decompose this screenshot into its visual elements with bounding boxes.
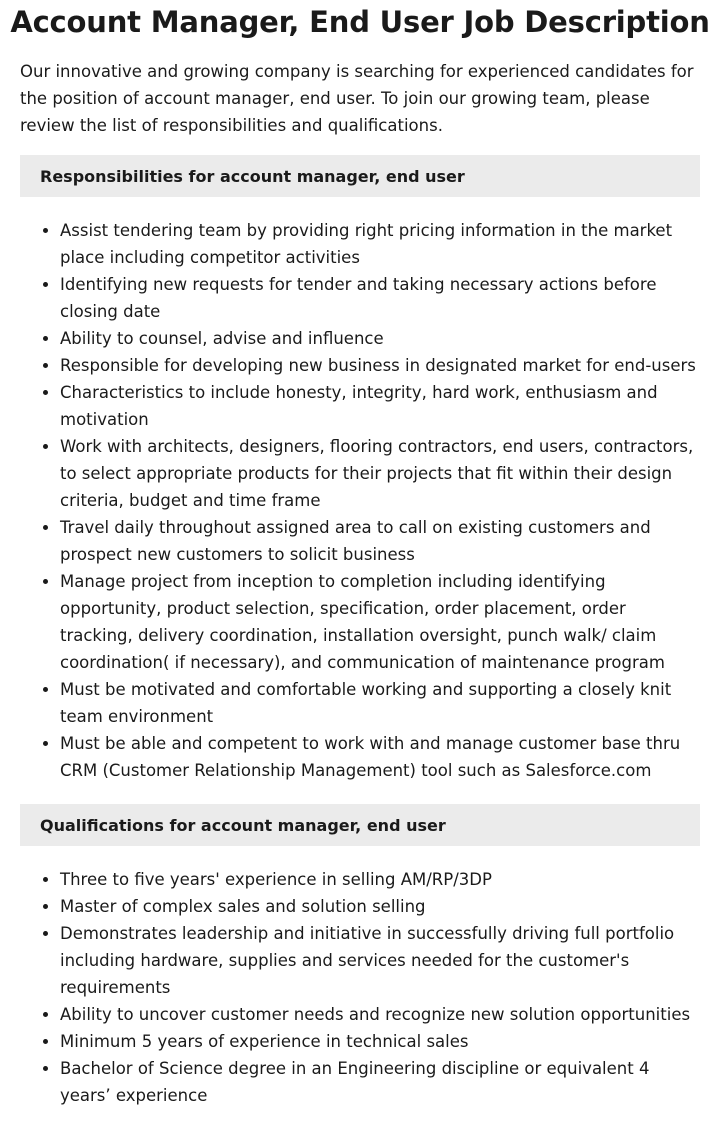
list-item: • Characteristics to include honesty, integrity, hard work, enthusiasm and motivation bbox=[60, 379, 700, 433]
list-item: • Travel daily throughout assigned area to call on existing customers and prospect new customers to solicit business bbox=[60, 514, 700, 568]
list-item: • Bachelor of Science degree in an Engineering discipline or equivalent 4 years’ experience bbox=[60, 1055, 700, 1109]
job-description-page bbox=[0, 2, 720, 1109]
responsibilities-heading: Responsibilities for account manager, end user bbox=[20, 155, 700, 197]
list-item: • Work with architects, designers, flooring contractors, end users, contractors, to select appropriate products for their projects that fit within their design criteria, budget and time frame bbox=[60, 433, 700, 514]
list-item: • Ability to counsel, advise and influence bbox=[60, 325, 700, 352]
list-item: • Ability to uncover customer needs and recognize new solution opportunities bbox=[60, 1001, 700, 1028]
responsibilities-list bbox=[20, 217, 700, 784]
list-item: • Assist tendering team by providing right pricing information in the market place including competitor activities bbox=[60, 217, 700, 271]
list-item: • Responsible for developing new business in designated market for end-users bbox=[60, 352, 700, 379]
list-item: • Demonstrates leadership and initiative in successfully driving full portfolio including hardware, supplies and services needed for the customer's requirements bbox=[60, 920, 700, 1001]
intro-paragraph: Our innovative and growing company is searching for experienced candidates for the position of account manager, end user. To join our growing team, please review the list of responsibilities and qualifications. bbox=[20, 62, 694, 135]
list-item: • Master of complex sales and solution selling bbox=[60, 893, 700, 920]
list-item: • Three to five years' experience in selling AM/RP/3DP bbox=[60, 866, 700, 893]
list-item: • Must be motivated and comfortable working and supporting a closely knit team environment bbox=[60, 676, 700, 730]
list-item: • Identifying new requests for tender and taking necessary actions before closing date bbox=[60, 271, 700, 325]
list-item: • Minimum 5 years of experience in technical sales bbox=[60, 1028, 700, 1055]
qualifications-heading: Qualifications for account manager, end user bbox=[20, 804, 700, 846]
list-item: • Manage project from inception to completion including identifying opportunity, product selection, specification, order placement, order tracking, delivery coordination, installation oversight, punch walk/ claim coordination( if necessary), and communication of maintenance program bbox=[60, 568, 700, 676]
qualifications-list bbox=[20, 866, 700, 1109]
page-title: Account Manager, End User Job Description bbox=[10, 5, 710, 39]
list-item: • Must be able and competent to work with and manage customer base thru CRM (Customer Relationship Management) tool such as Salesforce.com bbox=[60, 730, 700, 784]
